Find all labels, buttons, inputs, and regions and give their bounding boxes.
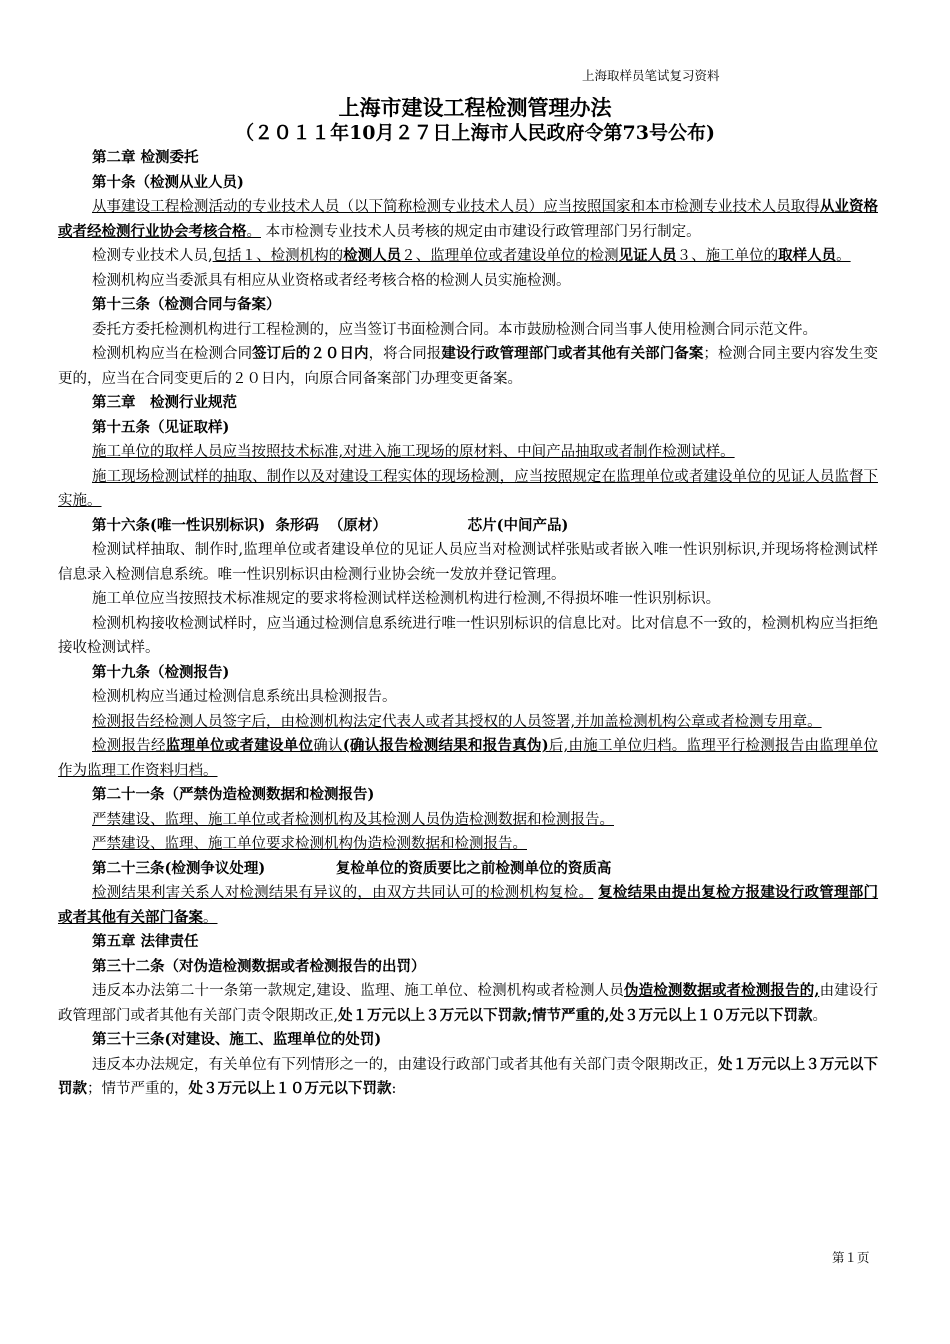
text-run: : xyxy=(391,1081,397,1097)
text-run: 见证人员 xyxy=(618,247,677,264)
text-run: 检测人员 xyxy=(343,247,402,264)
text-run: (确认报告检测结果和报告真伪) xyxy=(342,737,549,754)
text-run: 取样人员 xyxy=(778,247,837,264)
body-paragraph xyxy=(58,587,878,612)
text-run: 从事建设工程检测活动的专业技术人员（以下简称检测专业技术人员）应当按照国家和本市检测专业技术人员取得 xyxy=(92,199,820,215)
text-run: 从业资格或者经检测行业协会考核合格 xyxy=(58,198,878,240)
text-run: 伪造检测数据或者检测报告的, xyxy=(623,982,820,999)
body-paragraph xyxy=(58,440,878,465)
text-run: 处１万元以上３万元以下罚款 xyxy=(58,1055,879,1097)
text-run: 后,由施工单位归档。监理平行检测报告由监理单位作为监理工作资料归档。 xyxy=(58,738,879,779)
text-run: 施工现场检测试样的抽取、制作以及对建设工程实体的现场检测，应当按照规定在监理单位或者建设单位的见证人员监督下实施。 xyxy=(58,468,878,509)
text-run: 建设行政管理部门或者其他有关部门备案 xyxy=(441,345,704,362)
body-paragraph xyxy=(58,318,878,343)
section-heading xyxy=(58,514,878,539)
text-run: 检测报告经 xyxy=(92,738,166,754)
body-paragraph xyxy=(58,685,878,710)
body-paragraph xyxy=(58,734,878,783)
text-run: 检测试样抽取、制作时,监理单位或者建设单位的见证人员应当对检测试样张贴或者嵌入唯一性识别标识,并现场将检测试样信息录入检测信息系统。唯一性识别标识由检测行业协会统一发放并登记管理。 xyxy=(58,542,878,583)
document-body xyxy=(58,146,878,1102)
body-paragraph xyxy=(58,269,878,294)
section-heading xyxy=(58,955,878,980)
section-heading xyxy=(58,661,878,686)
text-run: 复检结果由提出复检方报建设行政管理部门或者其他有关部门备案 xyxy=(58,884,879,926)
text-run: 。 xyxy=(812,1007,828,1024)
text-run: ２、监理单位或者建设单位的检测 xyxy=(401,248,619,264)
text-run: 检测结果利害关系人对检测结果有异议的，由双方共同认可的检测机构复检。 xyxy=(92,885,594,901)
body-paragraph xyxy=(58,710,878,735)
section-heading xyxy=(58,146,878,171)
text-run: 第二十一条（严禁伪造检测数据和检测报告) xyxy=(92,786,375,803)
text-run: 处３万元以上１０万元以下罚款 xyxy=(188,1080,392,1097)
text-run: 第十六条(唯一性识别标识) 条形码 （原材） 芯片(中间产品) xyxy=(92,516,569,534)
text-run: 严禁建设、监理、施工单位要求检测机构伪造检测数据和检测报告。 xyxy=(92,836,527,852)
text-run: 第十九条（检测报告) xyxy=(92,663,230,681)
text-run: 严禁建设、监理、施工单位或者检测机构及其检测人员伪造检测数据和检测报告。 xyxy=(92,811,614,828)
text-run: 第三十二条（对伪造检测数据或者检测报告的出罚） xyxy=(92,957,426,975)
text-run: 检测机构应当通过检测信息系统出具检测报告。 xyxy=(92,689,397,705)
section-heading xyxy=(58,416,878,441)
body-paragraph xyxy=(58,342,878,391)
text-run: ，将合同报 xyxy=(368,346,442,362)
text-run: 第十五条（见证取样) xyxy=(92,418,230,436)
section-heading xyxy=(58,1028,878,1053)
text-run: 委托方委托检测机构进行工程检测的，应当签订书面检测合同。本市鼓励检测合同当事人使用检测合同示范文件。 xyxy=(92,321,817,338)
body-paragraph xyxy=(58,612,878,661)
text-run: ；情节严重的， xyxy=(87,1081,189,1097)
text-run: ３、施工单位的 xyxy=(676,248,779,264)
text-run: 第十三条（检测合同与备案） xyxy=(92,296,281,313)
text-run: 。 xyxy=(203,909,218,926)
text-run: 第二章 检测委托 xyxy=(92,149,199,166)
body-paragraph xyxy=(58,832,878,857)
text-run: 由建设行政管理部门或者其他有关部门责令限期改正, xyxy=(58,983,879,1024)
body-paragraph xyxy=(58,465,878,514)
text-run: 确认 xyxy=(313,738,343,754)
page-number: 第１页 xyxy=(832,1250,870,1265)
section-heading xyxy=(58,391,878,416)
section-heading xyxy=(58,293,878,318)
document-title: 上海市建设工程检测管理办法 xyxy=(338,95,612,120)
text-run: 检测机构接收检测试样时，应当通过检测信息系统进行唯一性识别标识的信息比对。比对信息不一致的，检测机构应当拒绝接收检测试样。 xyxy=(58,615,878,656)
document-subtitle: （２０１１年10月２７日上海市人民政府令第73号公布) xyxy=(235,122,715,144)
text-run: 第十条（检测从业人员) xyxy=(92,173,244,191)
text-run: 检测机构应当在检测合同 xyxy=(92,346,253,362)
text-run: 本市检测专业技术人员考核的规定由市建设行政管理部门另行制定。 xyxy=(261,223,701,240)
section-heading xyxy=(58,930,878,955)
body-paragraph xyxy=(58,881,878,930)
body-paragraph xyxy=(58,195,878,244)
text-run: 。 xyxy=(246,223,261,240)
body-paragraph xyxy=(58,1053,878,1102)
text-run: 处１万元以上３万元以下罚款;情节严重的,处３万元以上１０万元以下罚款 xyxy=(338,1006,813,1024)
text-run: 检测机构应当委派具有相应从业资格或者经考核合格的检测人员实施检测。 xyxy=(92,272,571,289)
text-run: 检测专业技术人员, xyxy=(92,248,213,264)
body-paragraph xyxy=(58,244,878,269)
text-run: 监理单位或者建设单位 xyxy=(165,737,314,754)
text-run: 签订后的２０日内 xyxy=(252,345,369,362)
body-paragraph xyxy=(58,538,878,587)
text-run: 第三章 检测行业规范 xyxy=(92,394,237,411)
section-heading xyxy=(58,783,878,808)
text-run: ；检测合同主要内容发生变更的，应当在合同变更后的２０日内，向原合同备案部门办理变更备案。 xyxy=(58,346,879,387)
text-run: 第五章 法律责任 xyxy=(92,933,199,950)
text-run: 。 xyxy=(836,248,851,264)
text-run: 第二十三条(检测争议处理) 复检单位的资质要比之前检测单位的资质高 xyxy=(92,859,612,877)
section-heading xyxy=(58,171,878,196)
section-heading xyxy=(58,857,878,882)
body-paragraph xyxy=(58,808,878,833)
text-run: 第三十三条(对建设、施工、监理单位的处罚) xyxy=(92,1031,382,1048)
text-run: 检测报告经检测人员签字后，由检测机构法定代表人或者其授权的人员签署,并加盖检测机构公章或者检测专用章。 xyxy=(92,713,822,730)
text-run: 施工单位应当按照技术标准规定的要求将检测试样送检测机构进行检测,不得损坏唯一性识别标识。 xyxy=(92,591,721,607)
text-run: 包括１、检测机构的 xyxy=(212,248,344,264)
running-header: 上海取样员笔试复习资料 xyxy=(582,68,720,83)
text-run: 违反本办法第二十一条第一款规定,建设、监理、施工单位、检测机构或者检测人员 xyxy=(92,983,624,999)
body-paragraph xyxy=(58,979,878,1028)
text-run: 施工单位的取样人员应当按照技术标准,对进入施工现场的原材料、中间产品抽取或者制作检测试样。 xyxy=(92,444,735,460)
text-run: 违反本办法规定，有关单位有下列情形之一的，由建设行政部门或者其他有关部门责令限期改正， xyxy=(92,1056,718,1073)
